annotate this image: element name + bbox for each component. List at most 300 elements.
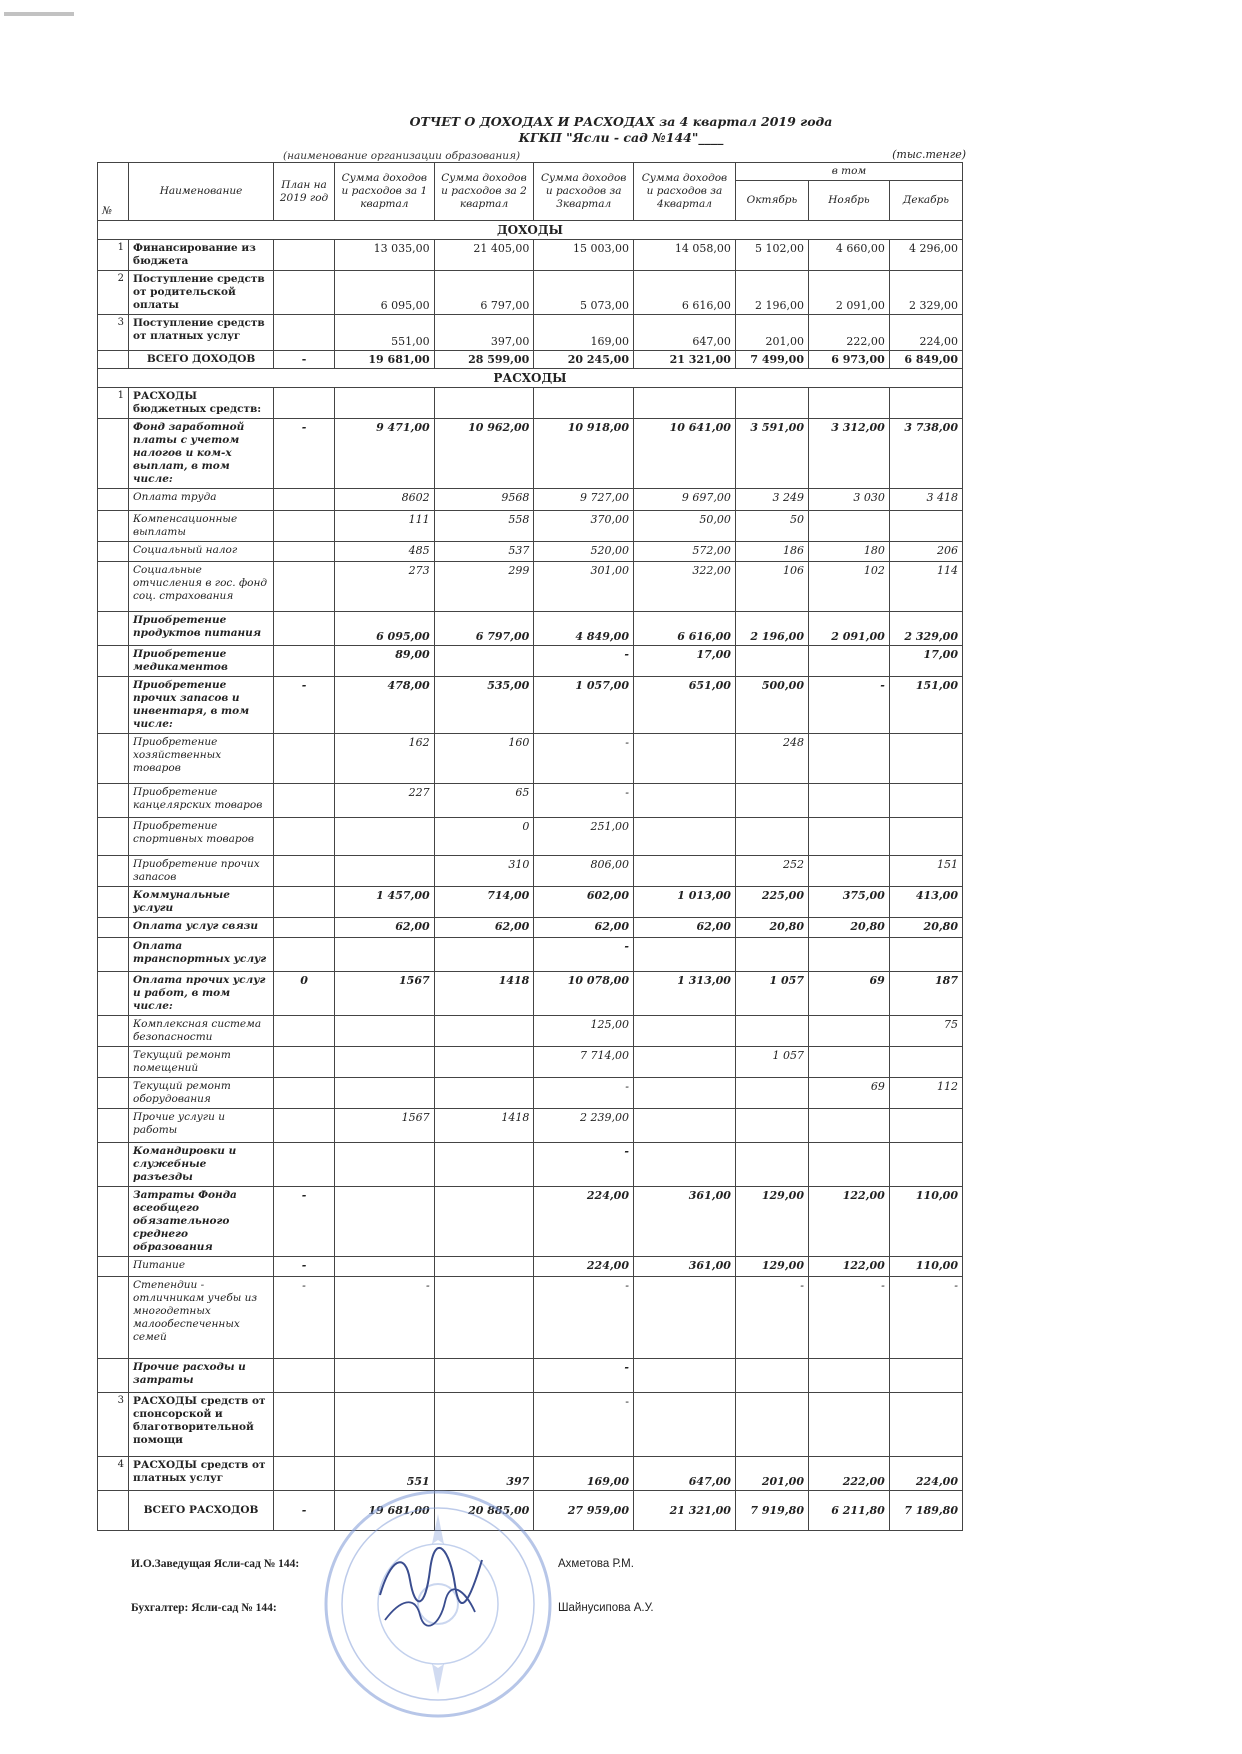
cell-nov [808,1109,889,1143]
cell-q3: - [534,734,634,784]
cell-dec [889,511,962,542]
cell-q2: 0 [434,818,534,856]
col-header-dec: Декабрь [889,181,962,221]
cell-nov: 6 973,00 [808,351,889,369]
table-head [98,163,963,221]
cell-nov: 102 [808,562,889,612]
row-number: 1 [98,388,129,419]
cell-nov: 122,00 [808,1257,889,1277]
table-row [98,1016,963,1047]
cell-nov: - [808,677,889,734]
cell-oct [735,1359,808,1393]
cell-q2 [434,938,534,972]
cell-q3 [534,388,634,419]
cell-nov [808,938,889,972]
report-title: ОТЧЕТ О ДОХОДАХ И РАСХОДАХ за 4 квартал 2019 года [409,114,833,129]
cell-q1 [334,1016,434,1047]
row-name: Приобретение медикаментов [129,646,274,677]
cell-plan: - [274,1491,335,1531]
cell-q1 [334,818,434,856]
cell-q4: 10 641,00 [634,419,736,489]
cell-q4: 9 697,00 [634,489,736,511]
cell-q1: 19 681,00 [334,351,434,369]
cell-oct: 3 249 [735,489,808,511]
cell-dec [889,1143,962,1187]
cell-q4 [634,856,736,887]
cell-q1: 6 095,00 [334,612,434,646]
row-name: Компенсационные выплаты [129,511,274,542]
accountant-name: Шайнусипова А.У. [558,1602,654,1614]
cell-q3: 169,00 [534,315,634,351]
cell-plan: - [274,1257,335,1277]
cell-dec: 3 738,00 [889,419,962,489]
row-number [98,887,129,918]
cell-nov: 2 091,00 [808,612,889,646]
row-name: Приобретение продуктов питания [129,612,274,646]
row-number [98,1047,129,1078]
cell-q3: - [534,1143,634,1187]
row-number [98,612,129,646]
cell-dec: 224,00 [889,315,962,351]
row-name: Прочие расходы и затраты [129,1359,274,1393]
table-row [98,784,963,818]
cell-nov [808,1016,889,1047]
cell-plan: - [274,677,335,734]
table-row [98,511,963,542]
cell-q4: 21 321,00 [634,1491,736,1531]
cell-oct [735,388,808,419]
row-name: Социальные отчисления в гос. фонд соц. страхования [129,562,274,612]
cell-plan [274,1359,335,1393]
cell-dec: 110,00 [889,1187,962,1257]
table-row [98,419,963,489]
cell-plan [274,542,335,562]
cell-q1 [334,388,434,419]
cell-dec [889,1047,962,1078]
cell-q2: 1418 [434,972,534,1016]
cell-q1: 227 [334,784,434,818]
cell-oct: 201,00 [735,315,808,351]
cell-q3: 301,00 [534,562,634,612]
cell-dec: 224,00 [889,1457,962,1491]
cell-dec: 4 296,00 [889,240,962,271]
cell-dec: 20,80 [889,918,962,938]
cell-nov [808,388,889,419]
cell-oct: 201,00 [735,1457,808,1491]
table-row [98,240,963,271]
row-name: РАСХОДЫ бюджетных средств: [129,388,274,419]
cell-oct [735,1016,808,1047]
cell-q1: 273 [334,562,434,612]
cell-q4: 17,00 [634,646,736,677]
row-name: Текущий ремонт оборудования [129,1078,274,1109]
cell-q1: 551 [334,1457,434,1491]
cell-oct: 225,00 [735,887,808,918]
scan-artifact [4,12,74,16]
cell-q4 [634,388,736,419]
cell-nov [808,1143,889,1187]
cell-q4: 14 058,00 [634,240,736,271]
row-name: Оплата прочих услуг и работ, в том числе: [129,972,274,1016]
cell-q2: 537 [434,542,534,562]
cell-oct: 500,00 [735,677,808,734]
cell-plan: 0 [274,972,335,1016]
cell-q2 [434,388,534,419]
row-name: Питание [129,1257,274,1277]
col-header-including: в том [735,163,962,181]
cell-q2 [434,1016,534,1047]
cell-dec: 2 329,00 [889,612,962,646]
row-number [98,511,129,542]
cell-nov: 180 [808,542,889,562]
cell-q2: 1418 [434,1109,534,1143]
cell-q3: 15 003,00 [534,240,634,271]
cell-oct [735,818,808,856]
cell-q2: 28 599,00 [434,351,534,369]
cell-q4 [634,1078,736,1109]
cell-q4 [634,1016,736,1047]
cell-nov: 69 [808,972,889,1016]
row-name: Поступление средств от платных услуг [129,315,274,351]
cell-dec [889,734,962,784]
section-row [98,221,963,240]
cell-q4: 361,00 [634,1187,736,1257]
cell-q3: 20 245,00 [534,351,634,369]
row-name: Оплата транспортных услуг [129,938,274,972]
cell-q4: 572,00 [634,542,736,562]
cell-oct: 106 [735,562,808,612]
row-number [98,1359,129,1393]
cell-q4: 6 616,00 [634,271,736,315]
cell-q4: 361,00 [634,1257,736,1277]
cell-q1: 478,00 [334,677,434,734]
cell-nov: - [808,1277,889,1359]
col-header-name: Наименование [129,163,274,221]
cell-q3: 4 849,00 [534,612,634,646]
cell-nov: 6 211,80 [808,1491,889,1531]
cell-plan: - [274,1187,335,1257]
table-row [98,542,963,562]
cell-nov [808,1359,889,1393]
cell-dec: 114 [889,562,962,612]
cell-q2: 558 [434,511,534,542]
cell-oct: - [735,1277,808,1359]
cell-nov: 69 [808,1078,889,1109]
row-number [98,351,129,369]
row-number [98,562,129,612]
cell-plan: - [274,1277,335,1359]
cell-plan [274,734,335,784]
cell-nov [808,511,889,542]
cell-q4 [634,1047,736,1078]
cell-q1: 551,00 [334,315,434,351]
cell-q2 [434,1143,534,1187]
cell-plan [274,240,335,271]
cell-q2: 20 885,00 [434,1491,534,1531]
cell-plan [274,1047,335,1078]
cell-q3: 5 073,00 [534,271,634,315]
cell-plan [274,562,335,612]
cell-q4 [634,1109,736,1143]
cell-dec [889,818,962,856]
row-number [98,1187,129,1257]
cell-q1 [334,1187,434,1257]
row-name: Приобретение канцелярских товаров [129,784,274,818]
cell-q3: 251,00 [534,818,634,856]
cell-oct [735,646,808,677]
row-number [98,419,129,489]
table-row [98,1109,963,1143]
row-number [98,489,129,511]
col-header-q3: Сумма доходов и расходов за 3квартал [534,163,634,221]
row-name: Приобретение спортивных товаров [129,818,274,856]
row-number [98,818,129,856]
cell-q3: 520,00 [534,542,634,562]
table-row [98,612,963,646]
cell-q4: 62,00 [634,918,736,938]
cell-dec: 2 329,00 [889,271,962,315]
cell-nov: 20,80 [808,918,889,938]
cell-q3: 370,00 [534,511,634,542]
cell-q2: 160 [434,734,534,784]
cell-q1 [334,1047,434,1078]
cell-q1 [334,856,434,887]
cell-q2: 62,00 [434,918,534,938]
cell-q4 [634,818,736,856]
cell-oct: 248 [735,734,808,784]
row-name: Приобретение хозяйственных товаров [129,734,274,784]
col-header-oct: Октябрь [735,181,808,221]
col-header-no: № [98,163,129,221]
cell-q4: 6 616,00 [634,612,736,646]
cell-oct: 5 102,00 [735,240,808,271]
cell-q2 [434,1257,534,1277]
row-number [98,1491,129,1531]
cell-plan [274,271,335,315]
table-row [98,677,963,734]
cell-q2: 6 797,00 [434,612,534,646]
cell-q3: - [534,1393,634,1457]
cell-nov [808,784,889,818]
cell-q3: 62,00 [534,918,634,938]
cell-oct: 1 057 [735,972,808,1016]
cell-q2: 65 [434,784,534,818]
cell-q1: 6 095,00 [334,271,434,315]
cell-plan [274,646,335,677]
row-name: Текущий ремонт помещений [129,1047,274,1078]
cell-q1: 19 681,00 [334,1491,434,1531]
row-name: Поступление средств от родительской оплаты [129,271,274,315]
row-name: Затраты Фонда всеобщего обязательного среднего образования [129,1187,274,1257]
cell-q4: 647,00 [634,315,736,351]
cell-q3: - [534,938,634,972]
cell-oct [735,784,808,818]
cell-q1 [334,938,434,972]
section-title: ДОХОДЫ [98,221,963,240]
table-row [98,972,963,1016]
cell-q1 [334,1257,434,1277]
table-row [98,856,963,887]
cell-dec [889,938,962,972]
col-header-q1: Сумма доходов и расходов за 1 квартал [334,163,434,221]
units-label: (тыс.тенге) [892,148,966,161]
cell-q3: 224,00 [534,1187,634,1257]
col-header-q4: Сумма доходов и расходов за 4квартал [634,163,736,221]
cell-q1 [334,1359,434,1393]
cell-q2 [434,1393,534,1457]
cell-plan [274,315,335,351]
cell-nov [808,1393,889,1457]
cell-q3: - [534,646,634,677]
cell-q3: 10 078,00 [534,972,634,1016]
cell-q4: 651,00 [634,677,736,734]
cell-oct: 7 919,80 [735,1491,808,1531]
cell-plan [274,388,335,419]
table-row [98,938,963,972]
cell-nov [808,1047,889,1078]
cell-oct: 3 591,00 [735,419,808,489]
row-number [98,1109,129,1143]
cell-q3: 9 727,00 [534,489,634,511]
cell-oct: 50 [735,511,808,542]
table-row [98,351,963,369]
cell-nov: 222,00 [808,1457,889,1491]
cell-nov: 4 660,00 [808,240,889,271]
row-name: ВСЕГО РАСХОДОВ [129,1491,274,1531]
row-name: Приобретение прочих запасов [129,856,274,887]
cell-nov [808,734,889,784]
cell-q3: - [534,784,634,818]
cell-nov [808,818,889,856]
cell-dec [889,784,962,818]
row-number [98,1143,129,1187]
cell-dec: 17,00 [889,646,962,677]
row-number [98,677,129,734]
organization-caption: (наименование организации образования) [283,150,521,162]
cell-q3: 1 057,00 [534,677,634,734]
cell-q3: 27 959,00 [534,1491,634,1531]
row-number [98,784,129,818]
row-number: 4 [98,1457,129,1491]
row-name: Командировки и служебные разъезды [129,1143,274,1187]
cell-plan [274,1078,335,1109]
handwritten-signature [370,1540,490,1630]
cell-plan [274,856,335,887]
table-row [98,315,963,351]
cell-nov: 3 312,00 [808,419,889,489]
cell-plan [274,887,335,918]
row-name: Оплата услуг связи [129,918,274,938]
row-number [98,542,129,562]
row-number [98,856,129,887]
section-row [98,369,963,388]
cell-q4 [634,938,736,972]
head-name: Ахметова Р.М. [558,1558,634,1570]
row-number: 3 [98,315,129,351]
cell-q4 [634,734,736,784]
cell-q2 [434,1277,534,1359]
row-name: Комплексная система безопасности [129,1016,274,1047]
table-row [98,918,963,938]
cell-q4 [634,1277,736,1359]
row-number [98,1257,129,1277]
row-name: Приобретение прочих запасов и инвентаря, в том числе: [129,677,274,734]
cell-q2 [434,646,534,677]
cell-q2: 397,00 [434,315,534,351]
cell-dec: 151 [889,856,962,887]
cell-plan [274,918,335,938]
head-role-label: И.О.Заведущая Ясли-сад № 144: [131,1558,300,1570]
cell-q4: 1 313,00 [634,972,736,1016]
cell-q2: 9568 [434,489,534,511]
row-number: 1 [98,240,129,271]
cell-q2: 299 [434,562,534,612]
cell-q1: 62,00 [334,918,434,938]
cell-nov: 3 030 [808,489,889,511]
cell-q3: 224,00 [534,1257,634,1277]
cell-oct: 252 [735,856,808,887]
cell-q3: 806,00 [534,856,634,887]
cell-plan [274,938,335,972]
cell-oct [735,938,808,972]
cell-q1: 1 457,00 [334,887,434,918]
report-table [97,162,963,1531]
cell-dec: 7 189,80 [889,1491,962,1531]
cell-oct [735,1143,808,1187]
cell-q1: - [334,1277,434,1359]
cell-nov [808,646,889,677]
cell-oct: 2 196,00 [735,612,808,646]
cell-q3: 10 918,00 [534,419,634,489]
cell-q1 [334,1393,434,1457]
accountant-role-label: Бухгалтер: Ясли-сад № 144: [131,1602,277,1614]
table-body [98,221,963,1531]
table-row [98,734,963,784]
cell-q1: 1567 [334,1109,434,1143]
table-row [98,1078,963,1109]
row-name: Коммунальные услуги [129,887,274,918]
col-header-q2: Сумма доходов и расходов за 2 квартал [434,163,534,221]
cell-dec: 187 [889,972,962,1016]
table-row [98,1187,963,1257]
cell-q2 [434,1047,534,1078]
cell-q3: 602,00 [534,887,634,918]
cell-dec: 413,00 [889,887,962,918]
cell-nov: 375,00 [808,887,889,918]
cell-plan [274,1016,335,1047]
organization-name: КГКП "Ясли - сад №144"____ [518,130,724,145]
table-row [98,1277,963,1359]
cell-q1: 485 [334,542,434,562]
table-row [98,562,963,612]
row-number [98,972,129,1016]
cell-nov [808,856,889,887]
cell-plan: - [274,419,335,489]
table-row [98,1143,963,1187]
cell-oct: 20,80 [735,918,808,938]
cell-q3: 125,00 [534,1016,634,1047]
cell-plan [274,1393,335,1457]
table-row [98,388,963,419]
row-number [98,918,129,938]
cell-q1 [334,1143,434,1187]
cell-dec: 75 [889,1016,962,1047]
cell-q4: 50,00 [634,511,736,542]
row-number [98,646,129,677]
cell-nov: 122,00 [808,1187,889,1257]
cell-dec [889,388,962,419]
cell-plan [274,1143,335,1187]
